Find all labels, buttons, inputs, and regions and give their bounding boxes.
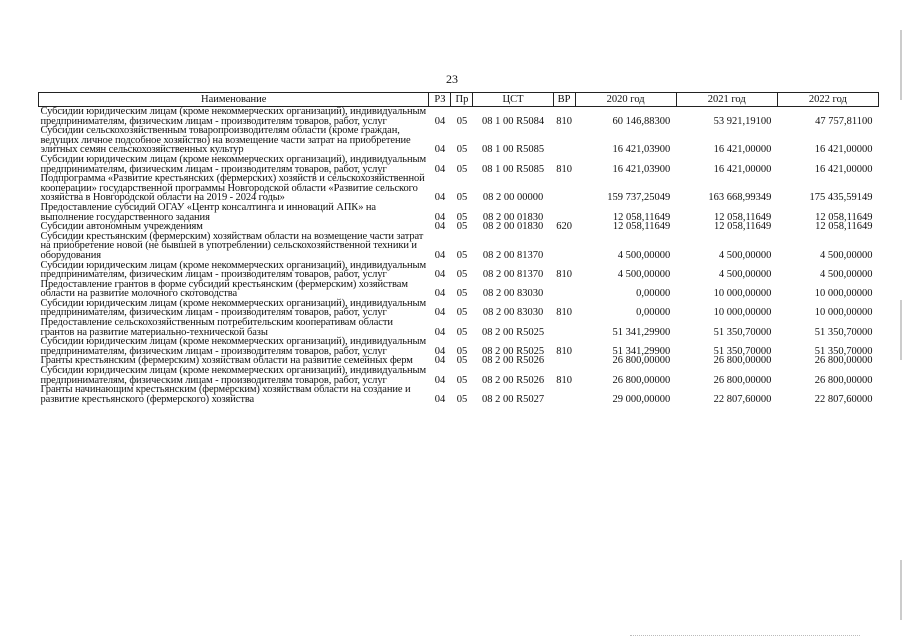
cell-y2020: 51 341,29900 bbox=[612, 326, 671, 338]
cell-y2021: 22 807,60000 bbox=[713, 393, 772, 405]
cell-y2020: 159 737,25049 bbox=[607, 192, 671, 204]
cell-rz: 04 bbox=[434, 211, 446, 223]
cell-y2022: 4 500,00000 bbox=[820, 249, 873, 261]
table-row bbox=[39, 126, 879, 155]
cell-y2021: 16 421,00000 bbox=[713, 163, 772, 175]
cell-name: Субсидии юридическим лицам (кроме некоммерческих организаций), индивидуальным предпринимателям, физическим лицам - производителям товаров, работ, услуг bbox=[40, 365, 426, 386]
cell-vr: 810 bbox=[556, 307, 572, 319]
cell-pr: 05 bbox=[456, 221, 468, 233]
cell-pr: 05 bbox=[456, 307, 468, 319]
cell-y2022: 51 350,70000 bbox=[814, 345, 873, 357]
cell-rz: 04 bbox=[434, 221, 446, 233]
cell-vr: 810 bbox=[556, 374, 572, 386]
header-2022: 2022 год bbox=[777, 93, 878, 107]
cell-cst: 08 2 00 81370 bbox=[482, 269, 544, 281]
cell-name: Предоставление грантов в форме субсидий крестьянским (фермерским) хозяйствам области на развитие молочного скотоводства bbox=[40, 278, 408, 300]
cell-y2022: 16 421,00000 bbox=[814, 163, 873, 175]
cell-y2021: 12 058,11649 bbox=[713, 211, 772, 223]
cell-rz: 04 bbox=[434, 326, 446, 338]
cell-y2022: 26 800,00000 bbox=[814, 355, 873, 367]
cell-y2022: 16 421,00000 bbox=[814, 144, 873, 156]
cell-rz: 04 bbox=[434, 393, 446, 405]
cell-y2020: 16 421,03900 bbox=[612, 163, 671, 175]
table-header bbox=[39, 93, 879, 107]
cell-y2021: 4 500,00000 bbox=[718, 269, 772, 281]
cell-rz: 04 bbox=[434, 307, 446, 319]
cell-name: Субсидии сельскохозяйственным товаропроизводителям области (кроме граждан, ведущих личное подсобное хозяйство) на возмещение части затрат на приобретение элитных семян сельскохозяйственных культур bbox=[40, 125, 411, 156]
cell-name: Субсидии автономным учреждениям bbox=[40, 221, 203, 233]
cell-name: Субсидии юридическим лицам (кроме некоммерческих организаций), индивидуальным предпринимателям, физическим лицам - производителям товаров, работ, услуг bbox=[40, 153, 426, 175]
scan-edge-mark bbox=[900, 300, 902, 360]
cell-cst: 08 2 00 01830 bbox=[482, 221, 544, 233]
cell-y2020: 12 058,11649 bbox=[612, 221, 671, 233]
cell-pr: 05 bbox=[456, 326, 468, 338]
cell-vr: 810 bbox=[556, 269, 572, 281]
header-name: Наименование bbox=[39, 93, 429, 107]
cell-vr bbox=[553, 356, 575, 366]
table-row bbox=[39, 203, 879, 222]
table-row bbox=[39, 299, 879, 318]
cell-vr: 810 bbox=[556, 163, 572, 175]
cell-name: Гранты начинающим крестьянским (фермерским) хозяйствам области на создание и развитие крестьянского (фермерского) хозяйства bbox=[40, 384, 411, 405]
cell-rz: 04 bbox=[434, 144, 446, 156]
cell-y2021: 51 350,70000 bbox=[713, 326, 772, 338]
cell-cst: 08 2 00 01830 bbox=[482, 211, 544, 223]
cell-name: Гранты крестьянским (фермерским) хозяйствам области на развитие семейных ферм bbox=[40, 355, 413, 367]
cell-y2021: 51 350,70000 bbox=[713, 345, 772, 357]
cell-cst: 08 2 00 R5026 bbox=[481, 374, 545, 386]
cell-vr bbox=[553, 232, 575, 261]
cell-rz: 04 bbox=[434, 163, 446, 175]
table-row bbox=[39, 280, 879, 299]
cell-vr: 810 bbox=[556, 115, 572, 127]
scan-edge-mark bbox=[900, 560, 902, 620]
cell-vr bbox=[553, 318, 575, 337]
table-row bbox=[39, 366, 879, 385]
cell-y2022: 10 000,00000 bbox=[814, 288, 873, 300]
page-number: 23 bbox=[446, 72, 458, 86]
cell-name: Предоставление субсидий ОГАУ «Центр консалтинга и инноваций АПК» на выполнение государственного задания bbox=[40, 201, 376, 223]
cell-name: Предоставление сельскохозяйственным потребительским кооперативам области грантов на развитие материально-технической базы bbox=[40, 317, 393, 338]
cell-y2020: 4 500,00000 bbox=[617, 249, 671, 261]
cell-y2021: 53 921,19100 bbox=[713, 115, 772, 127]
cell-cst: 08 2 00 81370 bbox=[482, 249, 544, 261]
cell-cst: 08 2 00 R5027 bbox=[481, 393, 545, 405]
cell-cst: 08 1 00 R5084 bbox=[481, 115, 545, 127]
cell-rz: 04 bbox=[434, 269, 446, 281]
cell-rz: 04 bbox=[434, 249, 446, 261]
cell-name: Субсидии юридическим лицам (кроме некоммерческих организаций), индивидуальным предпринимателям, физическим лицам - производителям товаров, работ, услуг bbox=[40, 336, 426, 357]
scan-bottom-mark bbox=[630, 635, 860, 638]
cell-name: Субсидии юридическим лицам (кроме некоммерческих организаций), индивидуальным предпринимателям, физическим лицам - производителям товаров, работ, услуг bbox=[40, 297, 426, 319]
cell-name: Субсидии крестьянским (фермерским) хозяйствам области на возмещение части затрат на приобретение новой (не бывшей в употреблении) сельскохозяйственной техники и оборудования bbox=[40, 230, 424, 261]
cell-cst: 08 2 00 00000 bbox=[482, 192, 544, 204]
cell-rz: 04 bbox=[434, 288, 446, 300]
cell-cst: 08 1 00 R5085 bbox=[481, 163, 545, 175]
cell-cst: 08 1 00 R5085 bbox=[481, 144, 545, 156]
table-row bbox=[39, 174, 879, 203]
cell-y2022: 10 000,00000 bbox=[814, 307, 873, 319]
cell-name: Субсидии юридическим лицам (кроме некоммерческих организаций), индивидуальным предпринимателям, физическим лицам - производителям товаров, работ, услуг bbox=[40, 259, 426, 281]
cell-y2022: 22 807,60000 bbox=[814, 393, 873, 405]
cell-pr: 05 bbox=[456, 249, 468, 261]
cell-vr bbox=[553, 385, 575, 404]
cell-vr: 620 bbox=[556, 221, 572, 233]
table-row bbox=[39, 107, 879, 127]
table-row bbox=[39, 261, 879, 280]
cell-cst: 08 2 00 R5025 bbox=[481, 326, 545, 338]
cell-name: Подпрограмма «Развитие крестьянских (фермерских) хозяйств и сельскохозяйственной кооперации» государственной программы Новгородской области «Развитие сельского хозяйства в Новгородской области на 2019 - 2024 годы» bbox=[40, 173, 425, 204]
cell-rz: 04 bbox=[434, 374, 446, 386]
cell-vr bbox=[553, 203, 575, 222]
cell-rz: 04 bbox=[434, 355, 446, 367]
cell-y2021: 12 058,11649 bbox=[713, 221, 772, 233]
cell-cst: 08 2 00 R5026 bbox=[481, 355, 545, 367]
table-row bbox=[39, 385, 879, 404]
scan-edge-mark bbox=[900, 30, 902, 100]
cell-vr: 810 bbox=[556, 345, 572, 357]
cell-y2022: 4 500,00000 bbox=[820, 269, 873, 281]
header-vr: ВР bbox=[553, 93, 575, 107]
cell-y2022: 26 800,00000 bbox=[814, 374, 873, 386]
cell-y2020: 60 146,88300 bbox=[612, 115, 671, 127]
table-row bbox=[39, 337, 879, 356]
table-body bbox=[39, 107, 879, 405]
cell-y2022: 12 058,11649 bbox=[815, 211, 873, 223]
cell-y2020: 4 500,00000 bbox=[617, 269, 671, 281]
header-2020: 2020 год bbox=[575, 93, 676, 107]
cell-y2021: 163 668,99349 bbox=[708, 192, 772, 204]
table-row bbox=[39, 232, 879, 261]
cell-y2020: 26 800,00000 bbox=[612, 374, 671, 386]
cell-y2022: 47 757,81100 bbox=[815, 115, 873, 127]
cell-y2020: 12 058,11649 bbox=[612, 211, 671, 223]
cell-y2022: 12 058,11649 bbox=[815, 221, 873, 233]
cell-y2022: 175 435,59149 bbox=[809, 192, 873, 204]
cell-y2022: 51 350,70000 bbox=[814, 326, 873, 338]
table-row bbox=[39, 318, 879, 337]
cell-y2020: 0,00000 bbox=[636, 288, 671, 300]
cell-pr: 05 bbox=[456, 374, 468, 386]
header-rz: РЗ bbox=[429, 93, 451, 107]
cell-y2021: 10 000,00000 bbox=[713, 288, 772, 300]
cell-name: Субсидии юридическим лицам (кроме некоммерческих организаций), индивидуальным предпринимателям, физическим лицам - производителям товаров, работ, услуг bbox=[40, 106, 426, 127]
cell-cst: 08 2 00 R5025 bbox=[481, 345, 545, 357]
cell-cst: 08 2 00 83030 bbox=[482, 307, 544, 319]
cell-pr: 05 bbox=[456, 393, 468, 405]
cell-pr: 05 bbox=[456, 355, 468, 367]
cell-pr: 05 bbox=[456, 163, 468, 175]
cell-y2021: 10 000,00000 bbox=[713, 307, 772, 319]
cell-rz: 04 bbox=[434, 192, 446, 204]
cell-y2020: 51 341,29900 bbox=[612, 345, 671, 357]
budget-table bbox=[38, 92, 879, 404]
cell-rz: 04 bbox=[434, 345, 446, 357]
cell-y2020: 16 421,03900 bbox=[612, 144, 671, 156]
cell-y2021: 26 800,00000 bbox=[713, 355, 772, 367]
cell-pr: 05 bbox=[456, 115, 468, 127]
cell-pr: 05 bbox=[456, 211, 468, 223]
cell-pr: 05 bbox=[456, 192, 468, 204]
cell-vr bbox=[553, 280, 575, 299]
header-2021: 2021 год bbox=[676, 93, 777, 107]
header-pr: Пр bbox=[451, 93, 473, 107]
cell-y2020: 26 800,00000 bbox=[612, 355, 671, 367]
cell-vr bbox=[553, 126, 575, 155]
cell-rz: 04 bbox=[434, 115, 446, 127]
cell-cst: 08 2 00 83030 bbox=[482, 288, 544, 300]
cell-pr: 05 bbox=[456, 144, 468, 156]
cell-pr: 05 bbox=[456, 345, 468, 357]
cell-pr: 05 bbox=[456, 288, 468, 300]
cell-y2020: 29 000,00000 bbox=[612, 393, 671, 405]
cell-vr bbox=[553, 174, 575, 203]
cell-y2021: 26 800,00000 bbox=[713, 374, 772, 386]
cell-pr: 05 bbox=[456, 269, 468, 281]
cell-y2021: 16 421,00000 bbox=[713, 144, 772, 156]
header-cst: ЦСТ bbox=[473, 93, 553, 107]
table-row bbox=[39, 155, 879, 174]
cell-y2021: 4 500,00000 bbox=[718, 249, 772, 261]
cell-y2020: 0,00000 bbox=[636, 307, 671, 319]
